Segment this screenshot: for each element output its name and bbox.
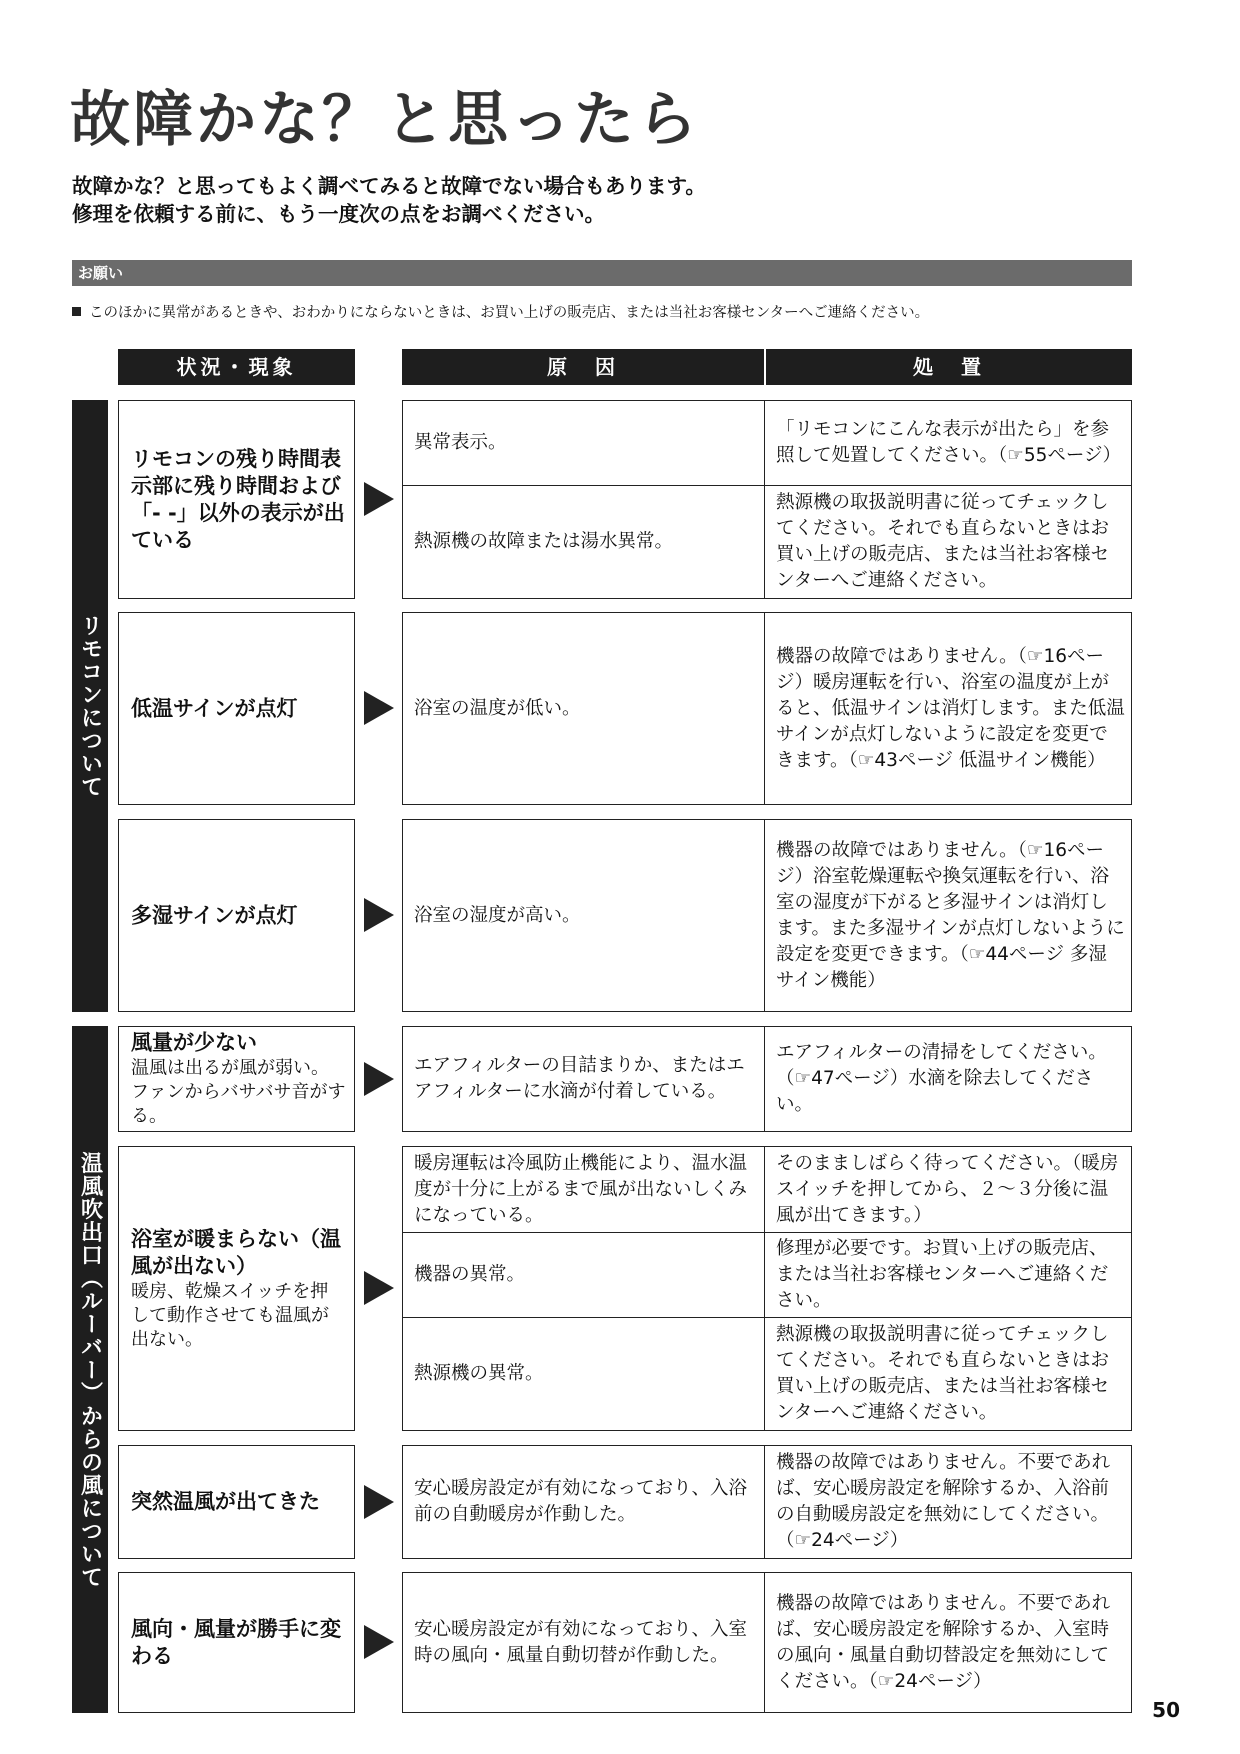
arrow-right-icon — [364, 1485, 394, 1519]
symptom-title: 多湿サインが点灯 — [131, 903, 298, 927]
remedy-cell — [764, 1026, 1132, 1132]
cause-text: 熱源機の異常。 — [414, 1363, 544, 1384]
arrow-right-icon — [364, 1625, 394, 1659]
remedy-cell — [764, 819, 1132, 1012]
cause-cell — [402, 1317, 765, 1431]
remedy-cell — [764, 400, 1132, 486]
section-airflow-sidebar — [72, 1026, 108, 1713]
intro-line-2: 修理を依頼する前に、もう一度次の点をお調べください。 — [72, 202, 605, 226]
symptom-box — [118, 612, 355, 805]
header-symptom: 状況・現象 — [118, 349, 355, 385]
cause-cell — [402, 400, 765, 486]
cause-text: 機器の異常。 — [414, 1264, 526, 1285]
symptom-title: リモコンの残り時間表示部に残り時間および「- -」以外の表示が出ている — [131, 446, 345, 552]
section-airflow-label: 温風吹出口（ルーバー）からの風について — [77, 1151, 103, 1588]
bullet-square-icon — [72, 307, 81, 316]
cause-cell — [402, 1146, 765, 1233]
cause-cell — [402, 1445, 765, 1559]
page-title: 故障かな？と思ったら — [70, 85, 700, 155]
symptom-box — [118, 1026, 355, 1132]
page-number: 50 — [1152, 1698, 1180, 1722]
header-remedy: 処 置 — [913, 355, 985, 379]
symptom-title: 風向・風量が勝手に変わる — [131, 1616, 341, 1668]
header-cause: 原 因 — [547, 355, 619, 379]
symptom-detail: 暖房、乾燥スイッチを押して動作させても温風が出ない。 — [131, 1280, 329, 1350]
cause-cell — [402, 1572, 765, 1713]
cause-cell — [402, 819, 765, 1012]
cause-text: 熱源機の故障または湯水異常。 — [414, 531, 674, 552]
remedy-text: 熱源機の取扱説明書に従ってチェックしてください。それでも直らないときはお買い上げの販売店、または当社お客様センターへご連絡ください。 — [776, 1324, 1110, 1423]
arrow-right-icon — [364, 482, 394, 516]
symptom-title: 低温サインが点灯 — [131, 696, 298, 720]
note-label: お願い — [72, 260, 1132, 286]
intro-line-1: 故障かな？と思ってもよく調べてみると故障でない場合もあります。 — [72, 174, 706, 198]
cause-text: 暖房運転は冷風防止機能により、温水温度が十分に上がるまで風が出ないしくみになっている。 — [414, 1152, 748, 1226]
note-text: このほかに異常があるときや、おわかりにならないときは、お買い上げの販売店、または当社お客様センターへご連絡ください。 — [89, 305, 930, 321]
cause-text: 異常表示。 — [414, 432, 507, 453]
remedy-cell — [764, 1232, 1132, 1318]
symptom-box — [118, 819, 355, 1012]
remedy-text: エアフィルターの清掃をしてください。（☞47ページ）水滴を除去してください。 — [776, 1042, 1107, 1115]
cause-text: エアフィルターの目詰まりか、またはエアフィルターに水滴が付着している。 — [414, 1055, 745, 1102]
remedy-text: 熱源機の取扱説明書に従ってチェックしてください。それでも直らないときはお買い上げの販売店、または当社お客様センターへご連絡ください。 — [776, 492, 1110, 591]
remedy-text: そのまましばらく待ってください。（暖房スイッチを押してから、２～３分後に温風が出てきます。） — [776, 1152, 1119, 1226]
cause-text: 安心暖房設定が有効になっており、入浴前の自動暖房が作動した。 — [414, 1478, 748, 1525]
cause-cell — [402, 612, 765, 805]
intro-text — [72, 172, 706, 228]
cause-cell — [402, 485, 765, 599]
note-line — [72, 302, 929, 324]
cause-cell — [402, 1232, 765, 1318]
symptom-box — [118, 400, 355, 599]
section-remote-sidebar — [72, 400, 108, 1012]
arrow-right-icon — [364, 691, 394, 725]
symptom-box — [118, 1146, 355, 1431]
arrow-right-icon — [364, 1062, 394, 1096]
remedy-cell — [764, 1317, 1132, 1431]
section-remote-label: リモコンについて — [77, 614, 103, 798]
remedy-cell — [764, 612, 1132, 805]
cause-text: 浴室の湿度が高い。 — [414, 904, 581, 926]
arrow-right-icon — [364, 898, 394, 932]
remedy-text: 機器の故障ではありません。（☞16ページ）暖房運転を行い、浴室の温度が上がると、低温サインは消灯します。また低温サインが点灯しないように設定を変更できます。（☞43ページ 低温サイン機能） — [776, 645, 1125, 771]
remedy-cell — [764, 1445, 1132, 1559]
symptom-detail: 温風は出るが風が弱い。ファンからバサバサ音がする。 — [131, 1057, 346, 1127]
symptom-title: 突然温風が出てきた — [131, 1489, 320, 1514]
remedy-cell — [764, 1572, 1132, 1713]
symptom-title: 浴室が暖まらない（温風が出ない） — [131, 1226, 341, 1278]
remedy-text: 機器の故障ではありません。不要であれば、安心暖房設定を解除するか、入浴前の自動暖房設定を無効にしてください。（☞24ページ） — [776, 1452, 1111, 1551]
symptom-box — [118, 1572, 355, 1713]
remedy-cell — [764, 1146, 1132, 1233]
cause-text: 浴室の温度が低い。 — [414, 697, 581, 719]
cause-text: 安心暖房設定が有効になっており、入室時の風向・風量自動切替が作動した。 — [414, 1618, 748, 1666]
remedy-text: 機器の故障ではありません。（☞16ページ）浴室乾燥運転や換気運転を行い、浴室の湿度が下がると多湿サインは消灯します。また多湿サインが点灯しないように設定を変更できます。（☞44ページ 多湿サイン機能） — [776, 839, 1125, 991]
remedy-text: 「リモコンにこんな表示が出たら」を参照して処置してください。（☞55ページ） — [776, 419, 1122, 466]
remedy-text: 機器の故障ではありません。不要であれば、安心暖房設定を解除するか、入室時の風向・風量自動切替設定を無効にしてください。（☞24ページ） — [776, 1592, 1111, 1692]
arrow-right-icon — [364, 1271, 394, 1305]
remedy-text: 修理が必要です。お買い上げの販売店、または当社お客様センターへご連絡ください。 — [776, 1238, 1109, 1311]
cause-cell — [402, 1026, 765, 1132]
symptom-box — [118, 1445, 355, 1559]
symptom-title: 風量が少ない — [131, 1030, 257, 1055]
remedy-cell — [764, 485, 1132, 599]
